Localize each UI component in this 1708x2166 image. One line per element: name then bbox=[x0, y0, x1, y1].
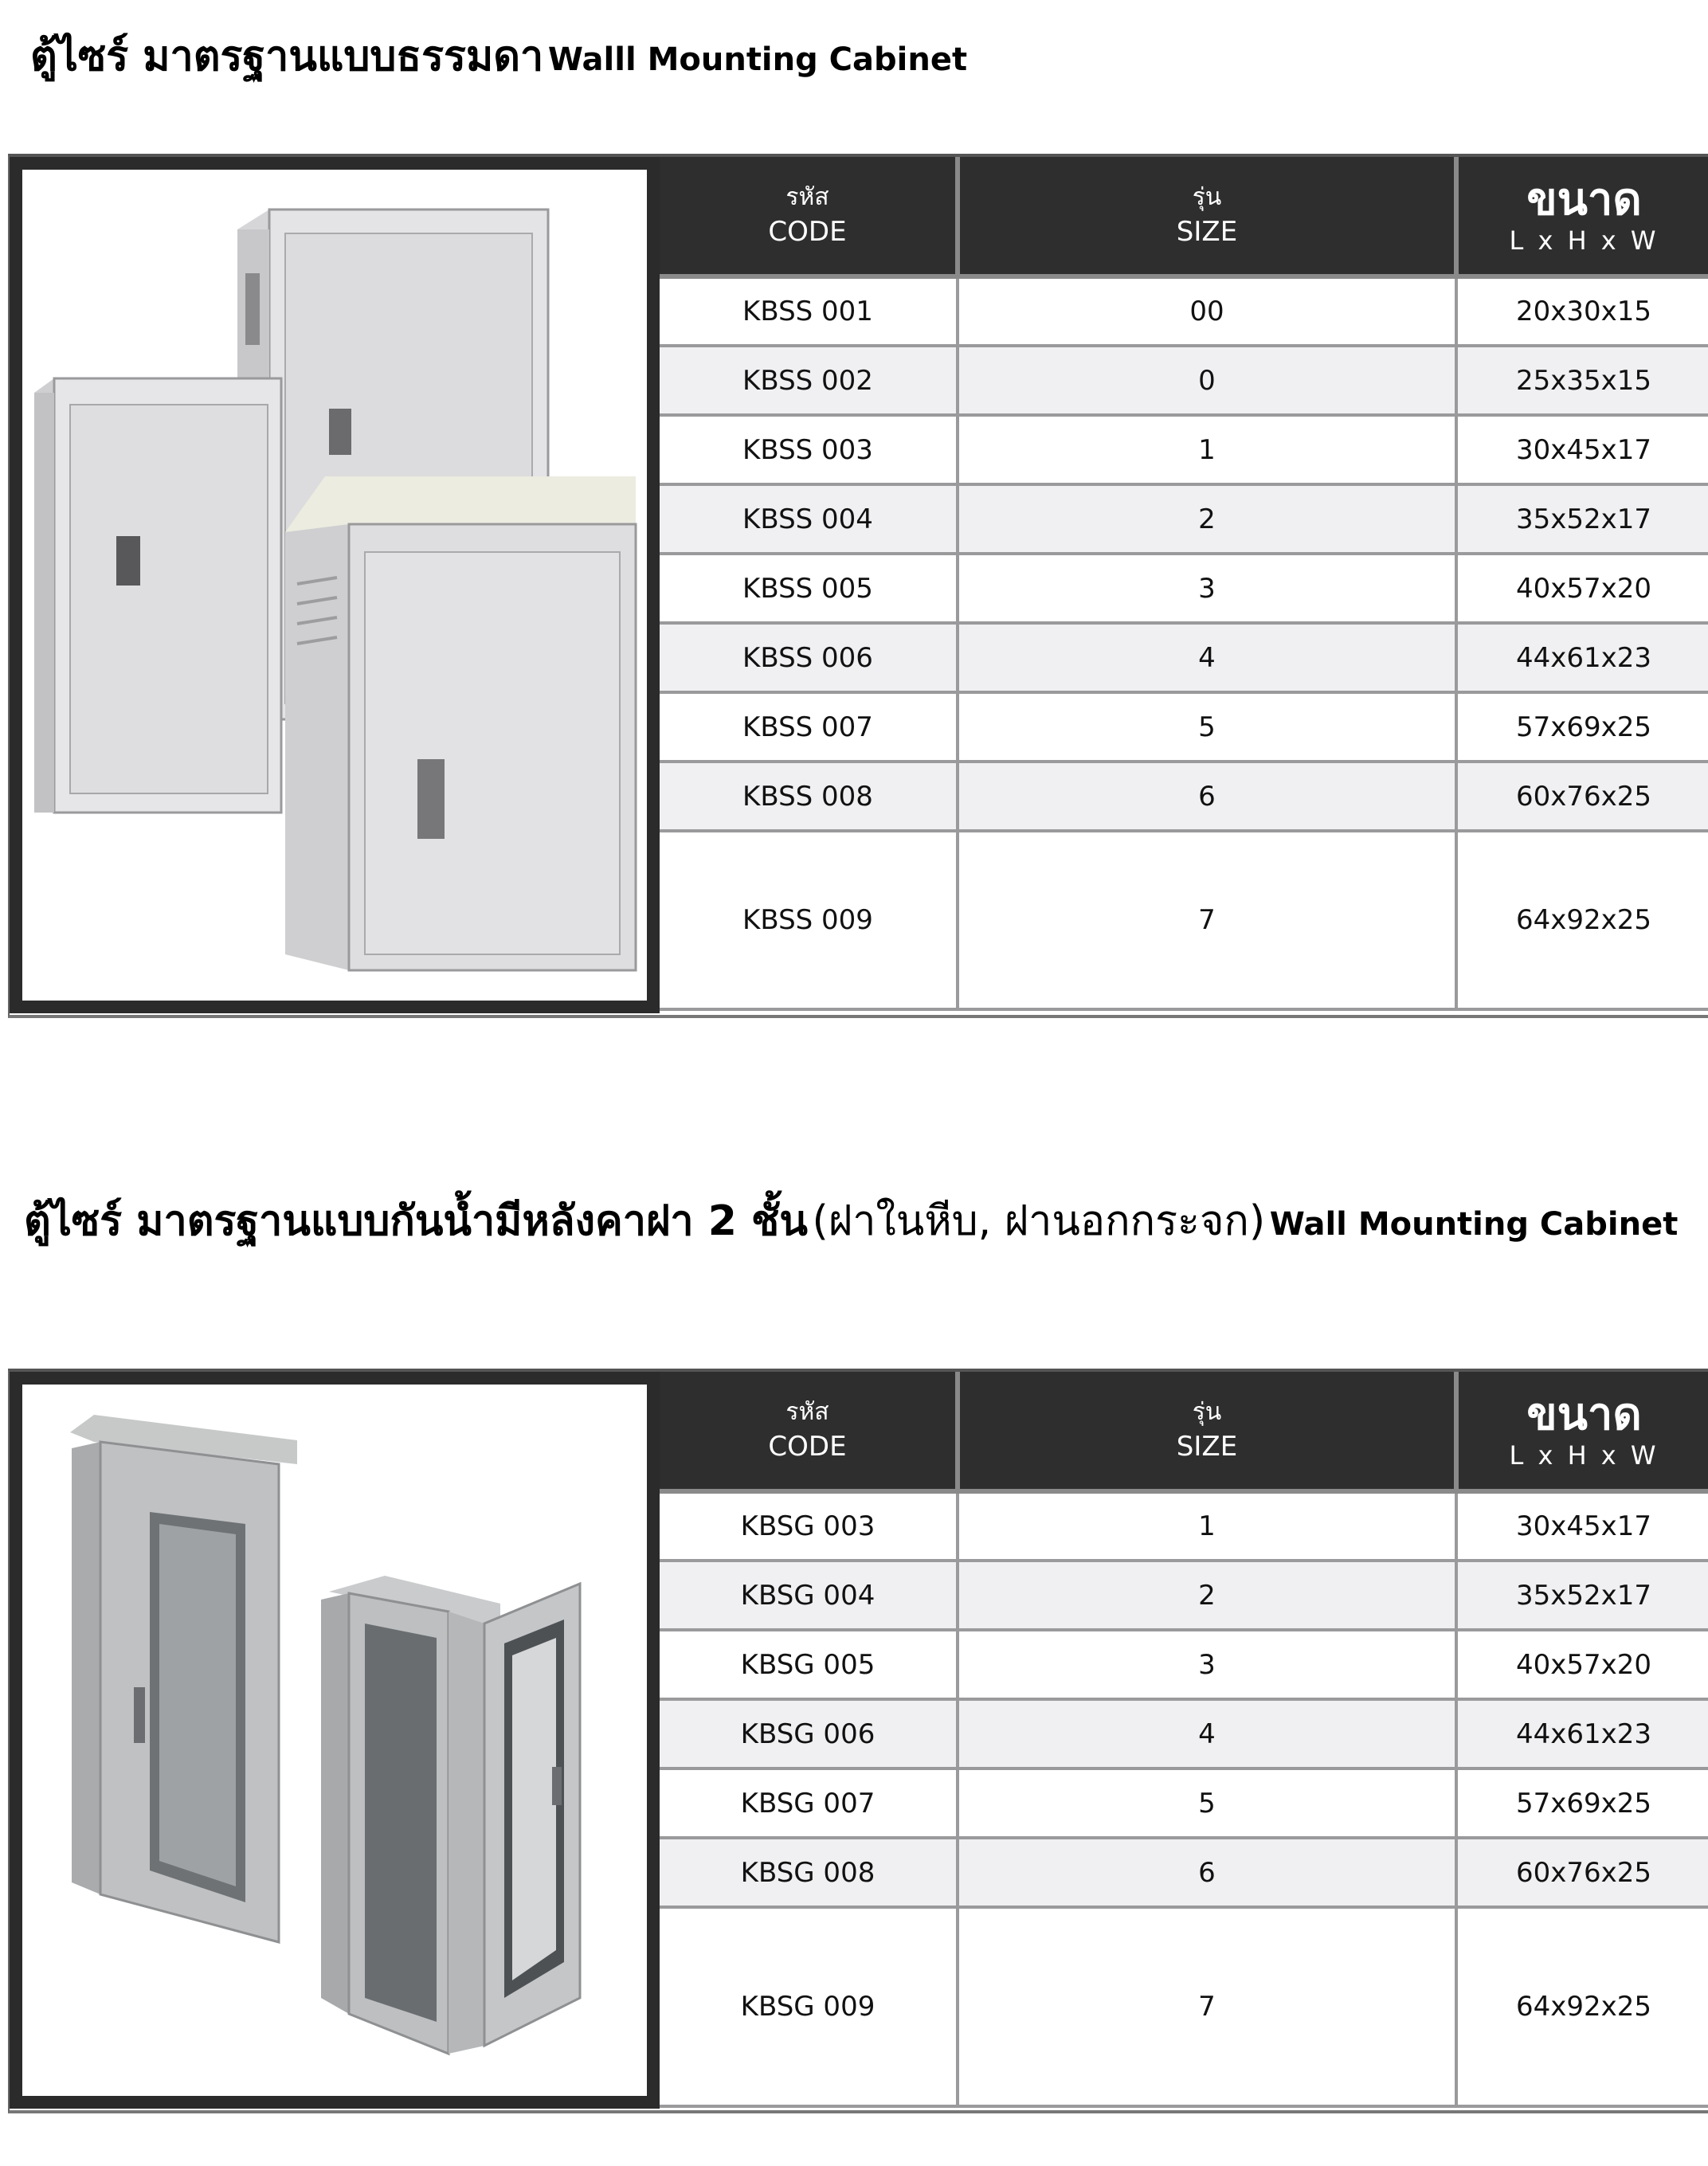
table-row bbox=[660, 1630, 1708, 1699]
table-row bbox=[660, 1838, 1708, 1907]
cell-size: 0 bbox=[958, 346, 1456, 415]
table-row bbox=[660, 276, 1708, 346]
cell-code: KBSG 005 bbox=[660, 1630, 958, 1699]
table-row bbox=[660, 1561, 1708, 1630]
header-size bbox=[958, 1372, 1456, 1491]
cell-code: KBSS 006 bbox=[660, 623, 958, 692]
cell-code: KBSG 007 bbox=[660, 1768, 958, 1838]
header-code bbox=[660, 157, 958, 276]
section1-title-th: ตู้ไซร์ มาตรฐานแบบธรรมดา bbox=[30, 33, 544, 80]
section2-title-th: ตู้ไซร์ มาตรฐานแบบกันน้ำมีหลังคาฝา 2 ชั้น bbox=[24, 1197, 808, 1245]
section1-table bbox=[660, 157, 1708, 1011]
cell-size: 7 bbox=[958, 831, 1456, 1009]
table-row bbox=[660, 692, 1708, 762]
header-dimension bbox=[1456, 1372, 1708, 1491]
table-row bbox=[660, 415, 1708, 484]
cell-code: KBSS 005 bbox=[660, 554, 958, 623]
cell-dimension: 57x69x25 bbox=[1456, 1768, 1708, 1838]
cell-dimension: 35x52x17 bbox=[1456, 1561, 1708, 1630]
header-dimension bbox=[1456, 157, 1708, 276]
section2-title bbox=[24, 1187, 1708, 1253]
cell-dimension: 44x61x23 bbox=[1456, 1699, 1708, 1768]
table-row bbox=[660, 484, 1708, 554]
cell-dimension: 30x45x17 bbox=[1456, 415, 1708, 484]
section2-table bbox=[660, 1372, 1708, 2108]
cell-code: KBSG 004 bbox=[660, 1561, 958, 1630]
cell-dimension: 35x52x17 bbox=[1456, 484, 1708, 554]
table-row bbox=[660, 1699, 1708, 1768]
cell-dimension: 30x45x17 bbox=[1456, 1491, 1708, 1561]
cell-code: KBSS 003 bbox=[660, 415, 958, 484]
cell-code: KBSG 009 bbox=[660, 1907, 958, 2106]
waterproof-cabinet-image bbox=[22, 1385, 647, 2096]
section1-title bbox=[30, 22, 1703, 88]
header-code-en: CODE bbox=[768, 215, 847, 248]
header-code-th: รหัส bbox=[785, 1397, 829, 1426]
header-code-en: CODE bbox=[768, 1430, 847, 1463]
cell-size: 3 bbox=[958, 1630, 1456, 1699]
cell-dimension: 20x30x15 bbox=[1456, 276, 1708, 346]
cell-dimension: 40x57x20 bbox=[1456, 554, 1708, 623]
cabinet-group-image bbox=[22, 170, 647, 1001]
cell-size: 5 bbox=[958, 692, 1456, 762]
header-dimension-th: ขนาด bbox=[1526, 173, 1642, 225]
cell-code: KBSS 007 bbox=[660, 692, 958, 762]
cell-dimension: 25x35x15 bbox=[1456, 346, 1708, 415]
cell-code: KBSS 008 bbox=[660, 762, 958, 831]
cell-code: KBSG 008 bbox=[660, 1838, 958, 1907]
cell-size: 1 bbox=[958, 415, 1456, 484]
table-row bbox=[660, 831, 1708, 1009]
section1-title-en: Walll Mounting Cabinet bbox=[547, 41, 968, 78]
section2-title-paren: (ฝาในหีบ, ฝานอกกระจก) bbox=[812, 1197, 1266, 1245]
header-dimension-th: ขนาด bbox=[1526, 1388, 1642, 1440]
cell-code: KBSS 009 bbox=[660, 831, 958, 1009]
cell-dimension: 60x76x25 bbox=[1456, 1838, 1708, 1907]
header-size-th: รุ่น bbox=[1192, 182, 1222, 211]
header-size-en: SIZE bbox=[1176, 1430, 1238, 1463]
header-code bbox=[660, 1372, 958, 1491]
header-code-th: รหัส bbox=[785, 182, 829, 211]
cell-dimension: 60x76x25 bbox=[1456, 762, 1708, 831]
cell-code: KBSS 002 bbox=[660, 346, 958, 415]
section1-photo bbox=[10, 157, 660, 1013]
cell-dimension: 40x57x20 bbox=[1456, 1630, 1708, 1699]
cell-dimension: 64x92x25 bbox=[1456, 831, 1708, 1009]
cell-size: 4 bbox=[958, 623, 1456, 692]
cell-dimension: 44x61x23 bbox=[1456, 623, 1708, 692]
cell-dimension: 64x92x25 bbox=[1456, 1907, 1708, 2106]
section1-block bbox=[8, 154, 1708, 1018]
cell-size: 2 bbox=[958, 1561, 1456, 1630]
header-size-th: รุ่น bbox=[1192, 1397, 1222, 1426]
table-row bbox=[660, 554, 1708, 623]
table-row bbox=[660, 346, 1708, 415]
cell-size: 00 bbox=[958, 276, 1456, 346]
cell-dimension: 57x69x25 bbox=[1456, 692, 1708, 762]
table-row bbox=[660, 623, 1708, 692]
header-size-en: SIZE bbox=[1176, 215, 1238, 248]
table-row bbox=[660, 1491, 1708, 1561]
header-dimension-en: L x H x W bbox=[1509, 1439, 1659, 1471]
cell-code: KBSG 006 bbox=[660, 1699, 958, 1768]
cell-code: KBSS 004 bbox=[660, 484, 958, 554]
table-row bbox=[660, 1907, 1708, 2106]
table-row bbox=[660, 762, 1708, 831]
cell-code: KBSS 001 bbox=[660, 276, 958, 346]
cell-size: 5 bbox=[958, 1768, 1456, 1838]
section2-block bbox=[8, 1369, 1708, 2113]
cell-size: 2 bbox=[958, 484, 1456, 554]
cell-size: 6 bbox=[958, 1838, 1456, 1907]
cell-size: 6 bbox=[958, 762, 1456, 831]
cell-size: 3 bbox=[958, 554, 1456, 623]
cell-size: 7 bbox=[958, 1907, 1456, 2106]
section2-title-en: Wall Mounting Cabinet bbox=[1269, 1206, 1679, 1243]
header-dimension-en: L x H x W bbox=[1509, 225, 1659, 256]
cell-size: 1 bbox=[958, 1491, 1456, 1561]
cell-size: 4 bbox=[958, 1699, 1456, 1768]
header-size bbox=[958, 157, 1456, 276]
cell-code: KBSG 003 bbox=[660, 1491, 958, 1561]
table-row bbox=[660, 1768, 1708, 1838]
section2-photo bbox=[10, 1372, 660, 2109]
